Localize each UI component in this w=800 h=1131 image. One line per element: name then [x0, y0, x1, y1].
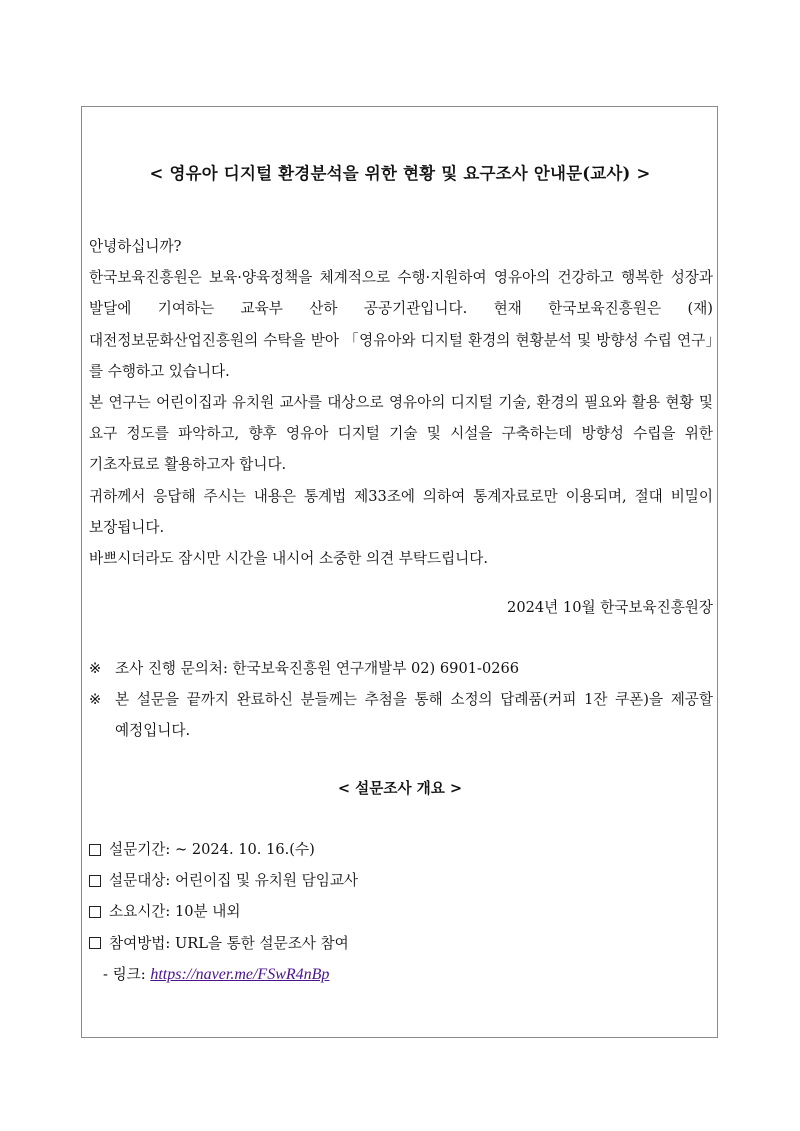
purpose-paragraph: 본 연구는 어린이집과 유치원 교사를 대상으로 영유아의 디지털 기술, 환경의 필요와 활용 현황 및 요구 정도를 파악하고, 향후 영유아 디지털 기술 및 시설을 구축하는데 방향성 수립을 위한 기초자료로 활용하고자 합니다.: [89, 394, 713, 474]
gift-note-text: 본 설문을 끝까지 완료하신 분들께는 추첨을 통해 소정의 답례품(커피 1잔 쿠폰)을 제공할 예정입니다.: [115, 691, 713, 740]
gift-note: [89, 684, 713, 746]
overview-item-duration: [89, 896, 713, 927]
checkbox-icon: [89, 875, 101, 887]
contact-note: [89, 653, 713, 684]
link-row: [89, 959, 713, 990]
privacy-paragraph: 귀하께서 응답해 주시는 내용은 통계법 제33조에 의하여 통계자료로만 이용되며, 절대 비밀이 보장됩니다.: [89, 487, 713, 536]
contact-note-text: 조사 진행 문의처: 한국보육진흥원 연구개발부 02) 6901-0266: [115, 660, 520, 677]
checkbox-icon: [89, 937, 101, 949]
checkbox-icon: [89, 906, 101, 918]
signature: 2024년 10월 한국보육진흥원장: [507, 599, 713, 616]
overview-item-target: [89, 865, 713, 896]
overview-item-text: 소요시간: 10분 내외: [109, 903, 241, 921]
reference-mark-icon: ※: [89, 660, 102, 677]
request-paragraph: 바쁘시더라도 잠시만 시간을 내시어 소중한 의견 부탁드립니다.: [89, 550, 489, 568]
overview-item-text: 설문대상: 어린이집 및 유치원 담임교사: [109, 872, 359, 890]
notes-section: [89, 653, 713, 747]
reference-mark-icon: ※: [89, 691, 102, 709]
document-title: < 영유아 디지털 환경분석을 위한 현황 및 요구조사 안내문(교사) >: [149, 164, 651, 183]
overview-item-text: 참여방법: URL을 통한 설문조사 참여: [109, 934, 349, 952]
greeting-paragraph: 안녕하십니까?: [89, 238, 182, 255]
overview-section: [89, 834, 713, 990]
letter-body: [89, 231, 713, 574]
overview-title: < 설문조사 개요 >: [337, 780, 463, 797]
checkbox-icon: [89, 844, 101, 856]
overview-item-text: 설문기간: ~ 2024. 10. 16.(수): [109, 841, 315, 858]
overview-item-method: [89, 928, 713, 959]
overview-item-period: [89, 834, 713, 865]
survey-link[interactable]: https://naver.me/FSwR4nBp: [150, 965, 330, 983]
intro-paragraph: 한국보육진흥원은 보육·양육정책을 체계적으로 수행·지원하여 영유아의 건강하고 행복한 성장과 발달에 기여하는 교육부 산하 공공기관입니다. 현재 한국보육진흥원은 (재)대전정보문화산업진흥원의 수탁을 받아 「영유아와 디지털 환경의 현황분석 및 방향성 수립 연구」를 수행하고 있습니다.: [89, 269, 713, 380]
link-label: - 링크:: [103, 965, 151, 983]
